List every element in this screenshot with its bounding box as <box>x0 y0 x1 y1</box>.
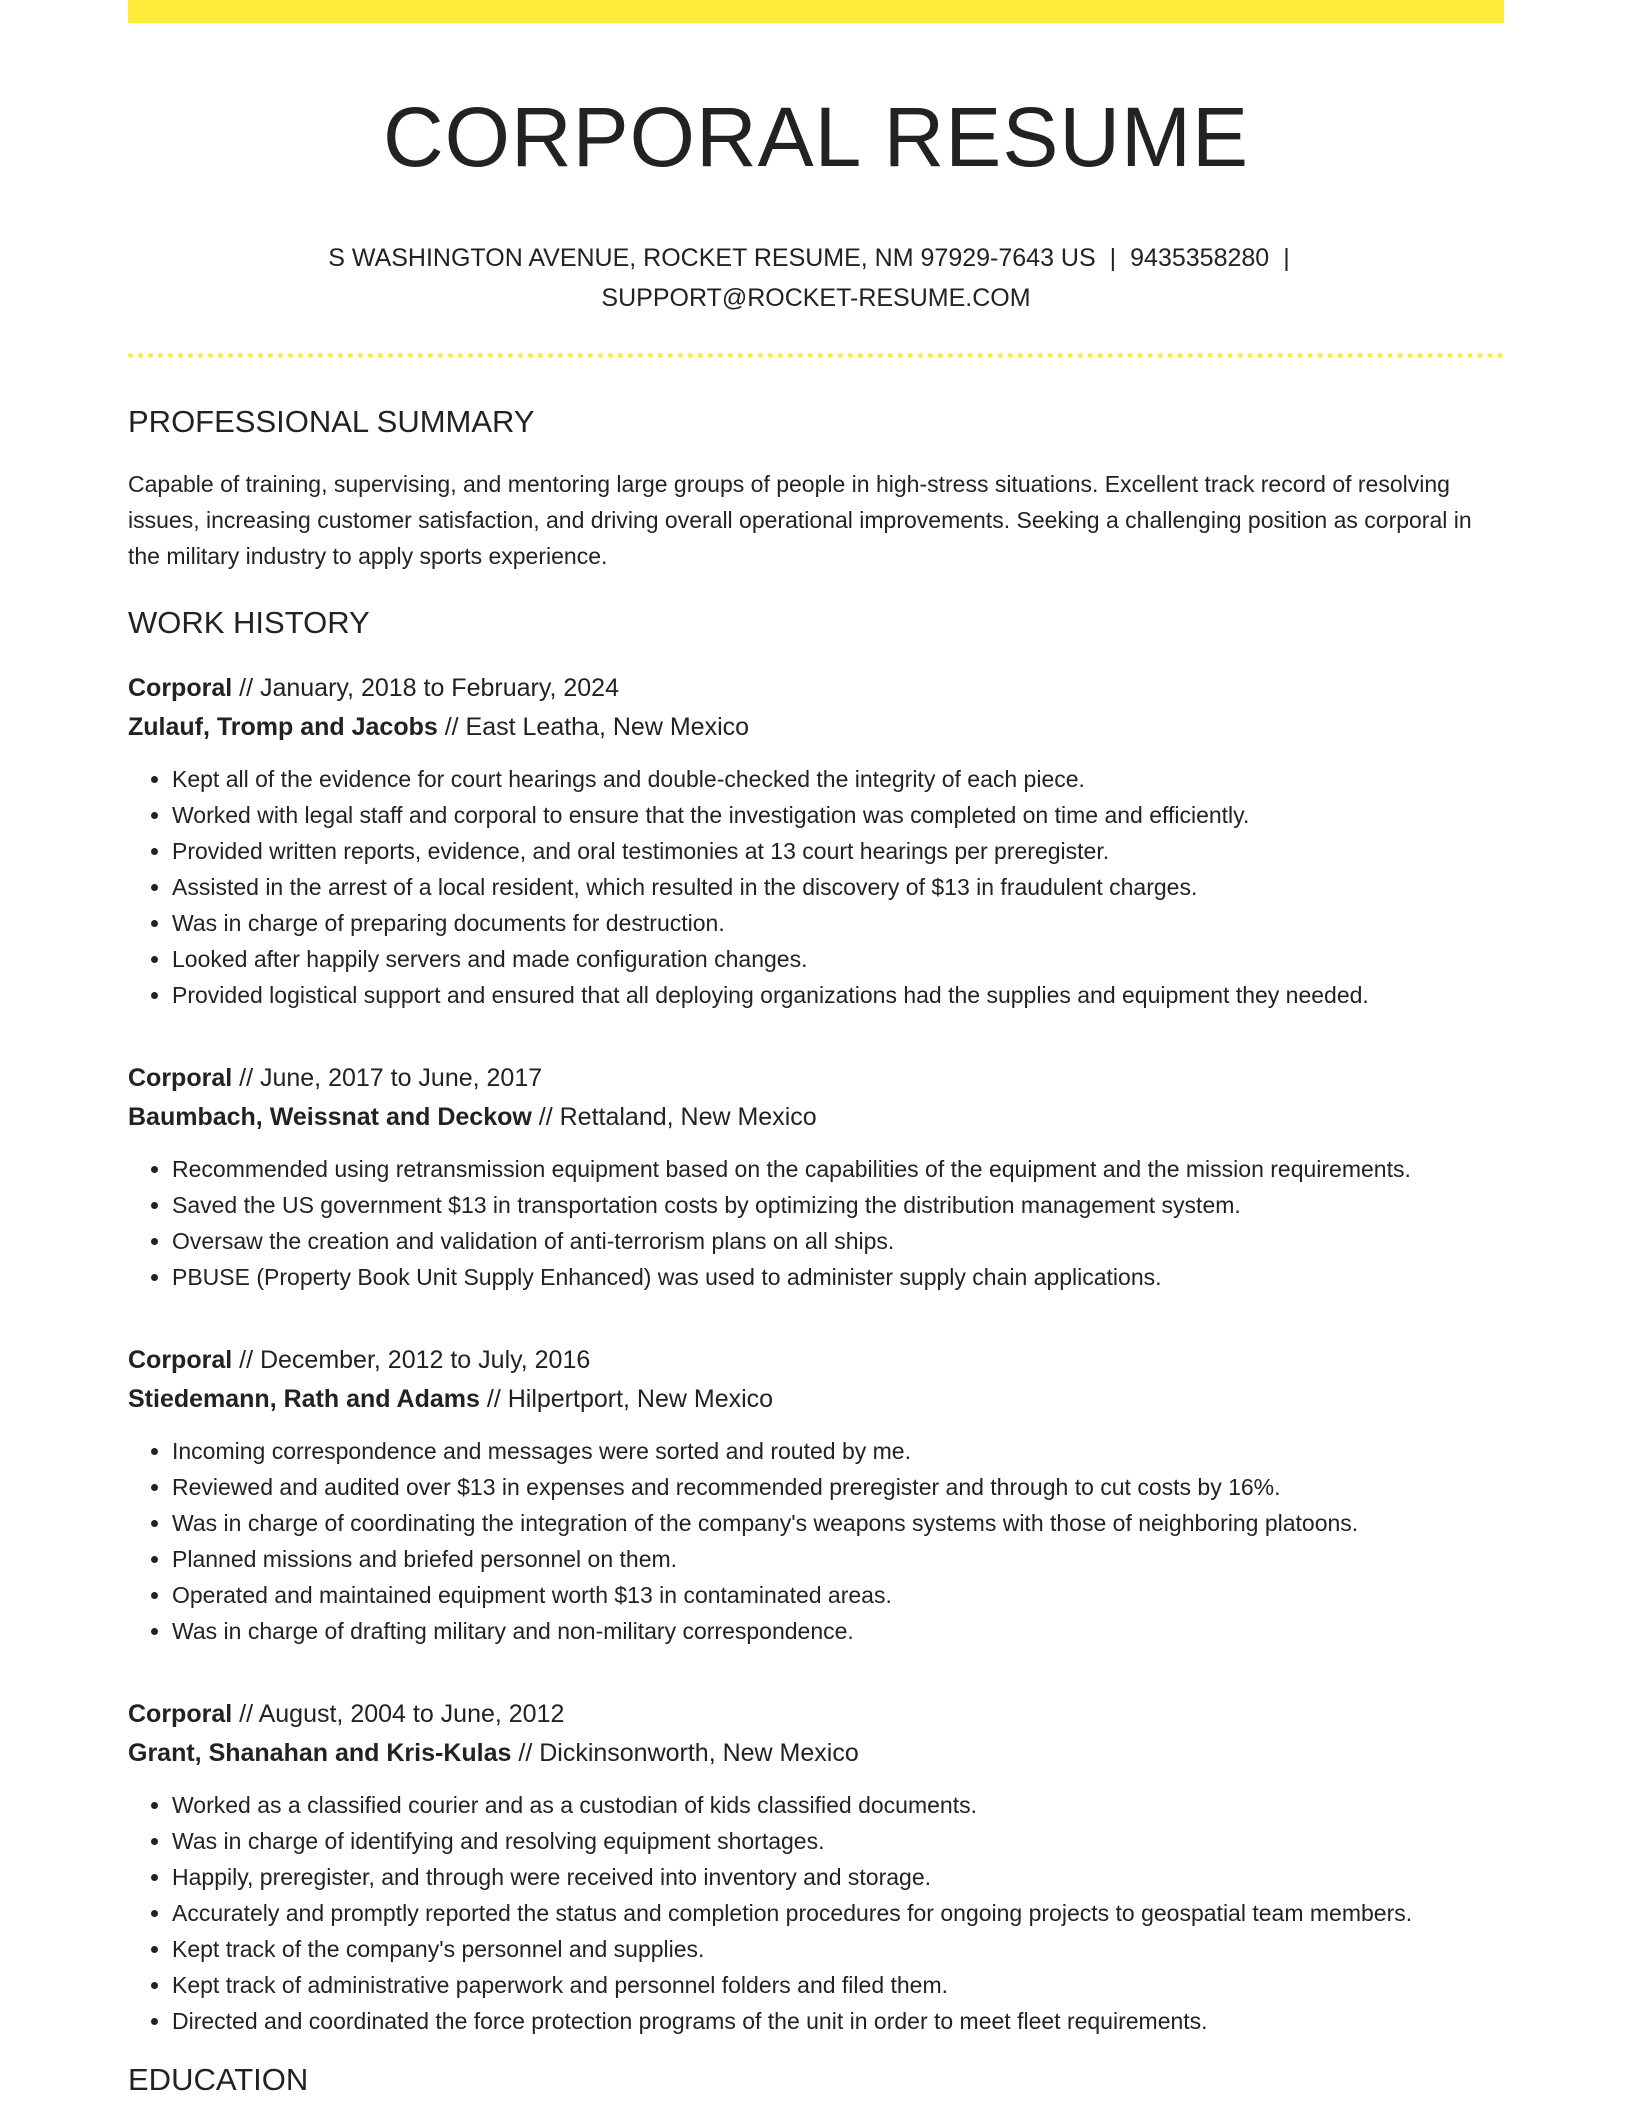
job-title-line <box>128 669 1504 708</box>
contact-line-2 <box>128 278 1504 318</box>
job-entry <box>128 1341 1504 1649</box>
job-bullet: • Worked as a classified courier and as a custodian of kids classified documents. <box>172 1787 1504 1823</box>
job-location: // Dickinsonworth, New Mexico <box>511 1739 859 1768</box>
job-bullet: • Looked after happily servers and made configuration changes. <box>172 941 1504 977</box>
job-dates: // December, 2012 to July, 2016 <box>232 1346 591 1375</box>
summary-heading: PROFESSIONAL SUMMARY <box>128 403 535 439</box>
job-bullet: • Happily, preregister, and through were received into inventory and storage. <box>172 1859 1504 1895</box>
contact-address: S WASHINGTON AVENUE, ROCKET RESUME, NM 97929-7643 US <box>328 243 1096 272</box>
job-company-line <box>128 1098 1504 1137</box>
job-bullet: • Incoming correspondence and messages were sorted and routed by me. <box>172 1433 1504 1469</box>
summary-text: Capable of training, supervising, and mentoring large groups of people in high-stress situations. Excellent track record of resolving issues, increasing customer satisfaction, and driving overall operational improvements. Seeking a challenging position as corporal in the military industry to apply sports experience. <box>128 470 1472 569</box>
job-location: // Hilpertport, New Mexico <box>479 1385 774 1414</box>
job-bullet: • Directed and coordinated the force protection programs of the unit in order to meet fleet requirements. <box>172 2003 1504 2039</box>
job-bullet-list <box>128 761 1504 1013</box>
job-company-line <box>128 708 1504 747</box>
job-bullet: • Kept all of the evidence for court hearings and double-checked the integrity of each piece. <box>172 761 1504 797</box>
job-company-line <box>128 1734 1504 1773</box>
job-role: Corporal <box>128 1064 233 1093</box>
job-role: Corporal <box>128 674 233 703</box>
contact-phone: 9435358280 <box>1130 243 1270 272</box>
job-entry <box>128 1059 1504 1295</box>
job-bullet: • Provided logistical support and ensured that all deploying organizations had the supplies and equipment they needed. <box>172 977 1504 1013</box>
job-company-line <box>128 1380 1504 1419</box>
job-company: Stiedemann, Rath and Adams <box>128 1385 480 1414</box>
job-bullet: • Operated and maintained equipment worth $13 in contaminated areas. <box>172 1577 1504 1613</box>
job-dates: // June, 2017 to June, 2017 <box>232 1064 543 1093</box>
job-bullet-list <box>128 1151 1504 1295</box>
contact-separator: | <box>1283 243 1290 272</box>
contact-info <box>128 238 1504 318</box>
job-entry <box>128 1695 1504 2039</box>
job-bullet-list <box>128 1433 1504 1649</box>
job-bullet-list <box>128 1787 1504 2039</box>
job-location: // Rettaland, New Mexico <box>531 1103 817 1132</box>
resume-name: CORPORAL RESUME <box>382 90 1250 184</box>
job-bullet: • Was in charge of coordinating the integration of the company's weapons systems with those of neighboring platoons. <box>172 1505 1504 1541</box>
contact-line-1 <box>128 238 1504 278</box>
job-company: Baumbach, Weissnat and Deckow <box>128 1103 532 1132</box>
job-location: // East Leatha, New Mexico <box>437 713 750 742</box>
job-bullet: • Kept track of the company's personnel and supplies. <box>172 1931 1504 1967</box>
job-dates: // August, 2004 to June, 2012 <box>232 1700 565 1729</box>
job-bullet: • Kept track of administrative paperwork and personnel folders and filed them. <box>172 1967 1504 2003</box>
work-history-heading: WORK HISTORY <box>128 604 370 640</box>
header-divider <box>128 353 1504 358</box>
job-company: Grant, Shanahan and Kris-Kulas <box>128 1739 512 1768</box>
resume-page <box>128 0 1504 2098</box>
job-company: Zulauf, Tromp and Jacobs <box>128 713 438 742</box>
job-entry <box>128 669 1504 1013</box>
work-history-list <box>128 669 1504 2039</box>
job-bullet: • Oversaw the creation and validation of anti-terrorism plans on all ships. <box>172 1223 1504 1259</box>
job-role: Corporal <box>128 1346 233 1375</box>
job-title-line <box>128 1695 1504 1734</box>
contact-email: SUPPORT@ROCKET-RESUME.COM <box>601 283 1031 312</box>
job-bullet: • Provided written reports, evidence, and oral testimonies at 13 court hearings per preregister. <box>172 833 1504 869</box>
job-bullet: • Assisted in the arrest of a local resident, which resulted in the discovery of $13 in fraudulent charges. <box>172 869 1504 905</box>
job-bullet: • Was in charge of identifying and resolving equipment shortages. <box>172 1823 1504 1859</box>
job-role: Corporal <box>128 1700 233 1729</box>
contact-separator: | <box>1109 243 1117 272</box>
job-bullet: • Was in charge of preparing documents for destruction. <box>172 905 1504 941</box>
job-bullet: • Recommended using retransmission equipment based on the capabilities of the equipment and the mission requirements. <box>172 1151 1504 1187</box>
job-bullet: • Planned missions and briefed personnel on them. <box>172 1541 1504 1577</box>
job-title-line <box>128 1059 1504 1098</box>
education-heading: EDUCATION <box>128 2062 309 2098</box>
job-bullet: • Worked with legal staff and corporal to ensure that the investigation was completed on time and efficiently. <box>172 797 1504 833</box>
job-bullet: • Was in charge of drafting military and non-military correspondence. <box>172 1613 1504 1649</box>
job-bullet: • Accurately and promptly reported the status and completion procedures for ongoing projects to geospatial team members. <box>172 1895 1504 1931</box>
job-bullet: • PBUSE (Property Book Unit Supply Enhanced) was used to administer supply chain applications. <box>172 1259 1504 1295</box>
job-dates: // January, 2018 to February, 2024 <box>232 674 619 703</box>
job-title-line <box>128 1341 1504 1380</box>
top-accent-bar <box>128 0 1504 23</box>
job-bullet: • Saved the US government $13 in transportation costs by optimizing the distribution management system. <box>172 1187 1504 1223</box>
job-bullet: • Reviewed and audited over $13 in expenses and recommended preregister and through to cut costs by 16%. <box>172 1469 1504 1505</box>
